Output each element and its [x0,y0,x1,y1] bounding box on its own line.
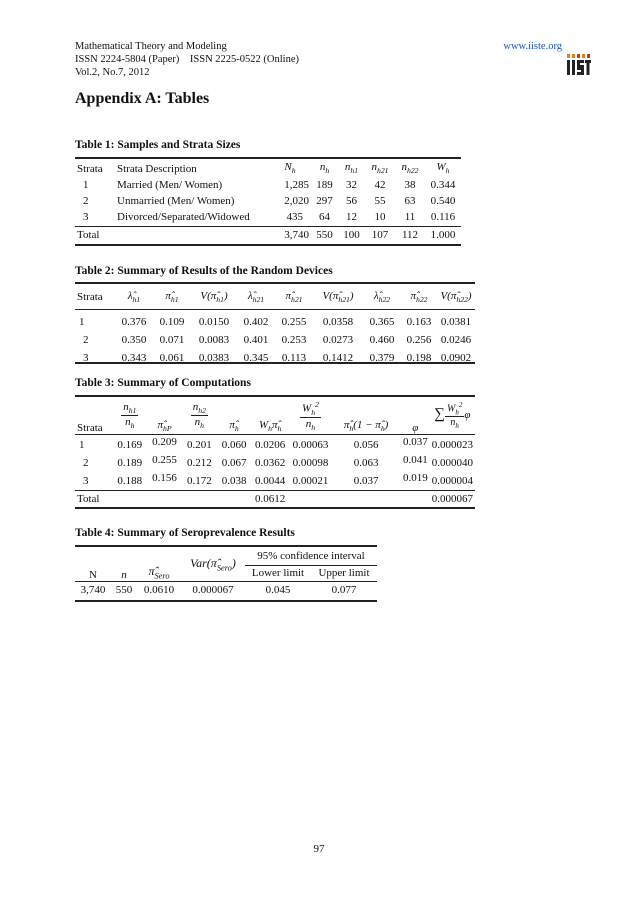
cell: 0.0083 [198,334,230,346]
cell: 0.253 [281,334,307,346]
cell: 1 [79,439,85,451]
cell: 0.116 [430,211,456,224]
table4-bottom-rule [75,600,377,602]
cell: 12 [346,211,357,224]
cell: 3 [83,211,89,224]
cell: 0.000040 [431,457,473,469]
cell: 0.460 [369,334,395,346]
cell: 0.201 [186,439,212,451]
cell: 0.0902 [440,352,472,364]
cell: 0.172 [186,474,212,487]
cell: 0.0381 [440,316,472,328]
cell: 0.0358 [322,316,354,328]
table3-col-pi-hP: $\pî_{hP}$ [157,419,172,434]
journal-url[interactable]: www.iiste.org [503,41,562,52]
cell: 0.365 [369,316,395,328]
cell: Total [77,492,100,505]
cell: 0.256 [406,334,432,346]
table3-col-Wh2-over-nh: $\frac{W_h^2}{n_h}$ [302,399,319,432]
table-row [75,177,461,193]
table4-col-pi-sero: $\pî_{Sero}$ [148,564,170,581]
cell: 435 [286,211,303,224]
cell: 0.056 [353,439,379,451]
table3-col-strata: Strata [77,421,103,434]
cell: 3,740 [80,584,106,597]
table4-col-N: N [89,568,97,581]
cell: 0.401 [243,334,269,346]
cell: 0.00063 [292,439,329,451]
table-row [75,349,475,367]
table2-caption: Table 2: Summary of Results of the Random Devices [75,265,333,277]
table-row [75,454,475,472]
volume: Vol.2, No.7, 2012 [75,67,150,78]
cell: 0.00021 [292,474,329,487]
table3-caption: Table 3: Summary of Computations [75,377,251,389]
cell: 0.350 [121,334,147,346]
page-number: 97 [313,843,325,855]
cell: Married (Men/ Women) [117,179,223,191]
cell: 0.077 [331,584,357,597]
cell: 550 [316,228,333,241]
table1-col-Nh: $N_h$ [284,161,296,176]
table1-col-strata: Strata [77,162,103,175]
cell: 0.402 [243,316,269,328]
cell: 0.000067 [192,584,234,597]
cell: 0.163 [406,316,432,328]
cell: 11 [404,211,416,224]
cell: 0.0273 [322,334,354,346]
cell: 0.376 [121,316,147,328]
table3-col-Wh-pi-h: $W_h\pî_h$ [258,419,282,434]
cell: 0.188 [117,474,143,487]
table3-col-nh1-over-nh: $\frac{n_{h1}}{n_h}$ [123,401,137,431]
table2-top-rule [75,282,475,284]
cell: 297 [316,195,333,207]
table2-header-row [75,285,475,309]
table3-top-rule [75,395,475,397]
cell: 0.255 [152,454,177,466]
cell: 0.000004 [431,474,473,487]
table3-total-row [75,490,475,507]
cell: 3 [83,474,89,487]
table1-col-nh22: $n_{h22}$ [401,161,419,176]
cell: 55 [374,195,386,207]
table2-col-pi-h21: $\pî_{h21}$ [285,289,303,304]
table3-col-nh2-over-nh: $\frac{n_{h2}}{n_h}$ [192,401,206,431]
table4-col-var-pi-sero: $Var(\pî_{Sero})$ [190,556,236,573]
cell: 0.113 [281,352,307,364]
cell: 0.071 [159,334,185,346]
cell: 0.540 [430,195,456,207]
table3-col-sum-Wh2-over-nh-phi: ∑ $\frac{W_h^2}{n_h}$ φ [434,401,471,431]
cell: 0.000023 [431,439,473,451]
table3-col-phi: φ [412,421,419,434]
table4-ci-header: 95% confidence interval [245,548,377,565]
table4-top-rule [75,545,377,547]
cell: 0.379 [369,352,395,364]
cell: 3,740 [284,228,309,241]
cell: 56 [346,195,357,207]
cell: 0.345 [243,352,269,364]
cell: 0.0383 [198,352,230,364]
table2 [75,285,475,367]
cell: 63 [404,195,416,207]
cell: Unmarried (Men/ Women) [117,195,235,207]
cell: 38 [404,179,416,191]
table1-total-row [75,226,461,243]
table-row [75,331,475,349]
cell: 42 [374,179,386,191]
cell: 3 [83,352,89,364]
table3-header-row [75,398,475,434]
table2-col-strata: Strata [77,290,103,303]
cell: 2 [83,195,89,207]
cell: 0.063 [353,457,379,469]
table1-col-Wh: $W_h$ [436,161,450,176]
issn: ISSN 2224-5804 (Paper) ISSN 2225-0522 (Online) [75,54,299,65]
cell: 2 [83,334,89,346]
table3-bottom-rule [75,507,475,509]
table-row [75,193,461,209]
table2-col-var-pi-h22: $V(\pî_{h22})$ [440,289,472,304]
cell: 112 [401,228,419,241]
journal-header [75,40,299,79]
cell: 0.045 [265,584,291,597]
table2-col-pi-h22: $\pî_{h22}$ [410,289,428,304]
table3 [75,398,475,507]
cell: 0.038 [221,474,247,487]
cell: 0.198 [406,352,432,364]
cell: 0.000067 [431,492,473,505]
cell: 0.189 [117,457,143,469]
cell: 0.0206 [255,439,286,451]
table2-col-pi-h1: $\pî_{h1}$ [165,289,179,304]
cell: Divorced/Separated/Widowed [117,211,250,224]
cell: 0.109 [159,316,185,328]
table1-col-nh1: $n_{h1}$ [344,161,359,176]
table1-col-nh21: $n_{h21}$ [371,161,389,176]
cell: 1,285 [284,179,309,191]
cell: 1.000 [430,228,456,241]
cell: 0.169 [117,439,143,451]
cell: 0.037 [402,436,428,448]
cell: 189 [316,179,333,191]
table2-col-var-pi-h1: $V(\pî_{h1})$ [200,289,228,304]
table-row [75,209,461,226]
journal-name: Mathematical Theory and Modeling [75,41,227,52]
table2-col-lambda-h21: $\lambdâ_{h21}$ [247,289,265,304]
cell: 0.209 [152,436,177,448]
cell: 0.019 [402,472,428,484]
cell: 0.344 [430,179,456,191]
table1-top-rule [75,157,461,159]
table2-col-var-pi-h21: $V(\pî_{h21})$ [322,289,354,304]
cell: 0.00098 [292,457,329,469]
cell: 32 [346,179,357,191]
table-row [75,472,475,490]
cell: 0.0150 [198,316,230,328]
table4-col-lower-limit: Lower limit [251,567,305,579]
appendix-title: Appendix A: Tables [75,90,210,107]
table1-header-row [75,160,461,177]
iiste-logo [566,54,592,76]
cell: 0.0612 [255,492,286,505]
table-row [75,581,377,599]
cell: 0.343 [121,352,147,364]
cell: 0.156 [152,472,177,484]
table2-col-lambda-h22: $\lambdâ_{h22}$ [373,289,391,304]
cell: 0.060 [221,439,247,451]
cell: 0.255 [281,316,307,328]
table4-col-upper-limit: Upper limit [318,567,370,579]
cell: 550 [115,584,133,597]
table3-col-pi-h: $\pî_h$ [229,419,239,434]
cell: 0.061 [159,352,185,364]
table2-col-lambda-h1: $\lambdâ_{h1}$ [127,289,141,304]
table1-col-description: Strata Description [117,162,197,175]
cell: 107 [371,228,389,241]
table2-bottom-rule [75,362,475,364]
cell: 0.0610 [143,584,175,597]
cell: 0.0246 [440,334,472,346]
cell: Total [77,228,100,241]
table1-col-nh: $n_h$ [319,161,330,176]
cell: 64 [319,211,330,224]
table4-caption: Table 4: Summary of Seroprevalence Results [75,527,295,539]
cell: 0.037 [353,474,379,487]
table-row [75,313,475,331]
cell: 0.0044 [255,474,286,487]
cell: 10 [374,211,386,224]
table4-col-n: n [121,568,127,581]
table4 [75,548,377,599]
table1-caption: Table 1: Samples and Strata Sizes [75,139,241,151]
table1-bottom-rule [75,244,461,246]
table-row [75,436,475,454]
cell: 0.067 [221,457,247,469]
cell: 1 [83,179,89,191]
cell: 2,020 [284,195,309,207]
cell: 0.041 [402,454,428,466]
cell: 100 [343,228,360,241]
table1 [75,160,461,243]
cell: 1 [79,316,85,328]
table3-col-pi-h-1-minus-pi-h: $\pî_h(1$ − $\pî_h$) [343,419,389,434]
cell: 2 [83,457,89,469]
cell: 0.1412 [322,352,354,364]
cell: 0.0362 [255,457,286,469]
cell: 0.212 [186,457,212,469]
